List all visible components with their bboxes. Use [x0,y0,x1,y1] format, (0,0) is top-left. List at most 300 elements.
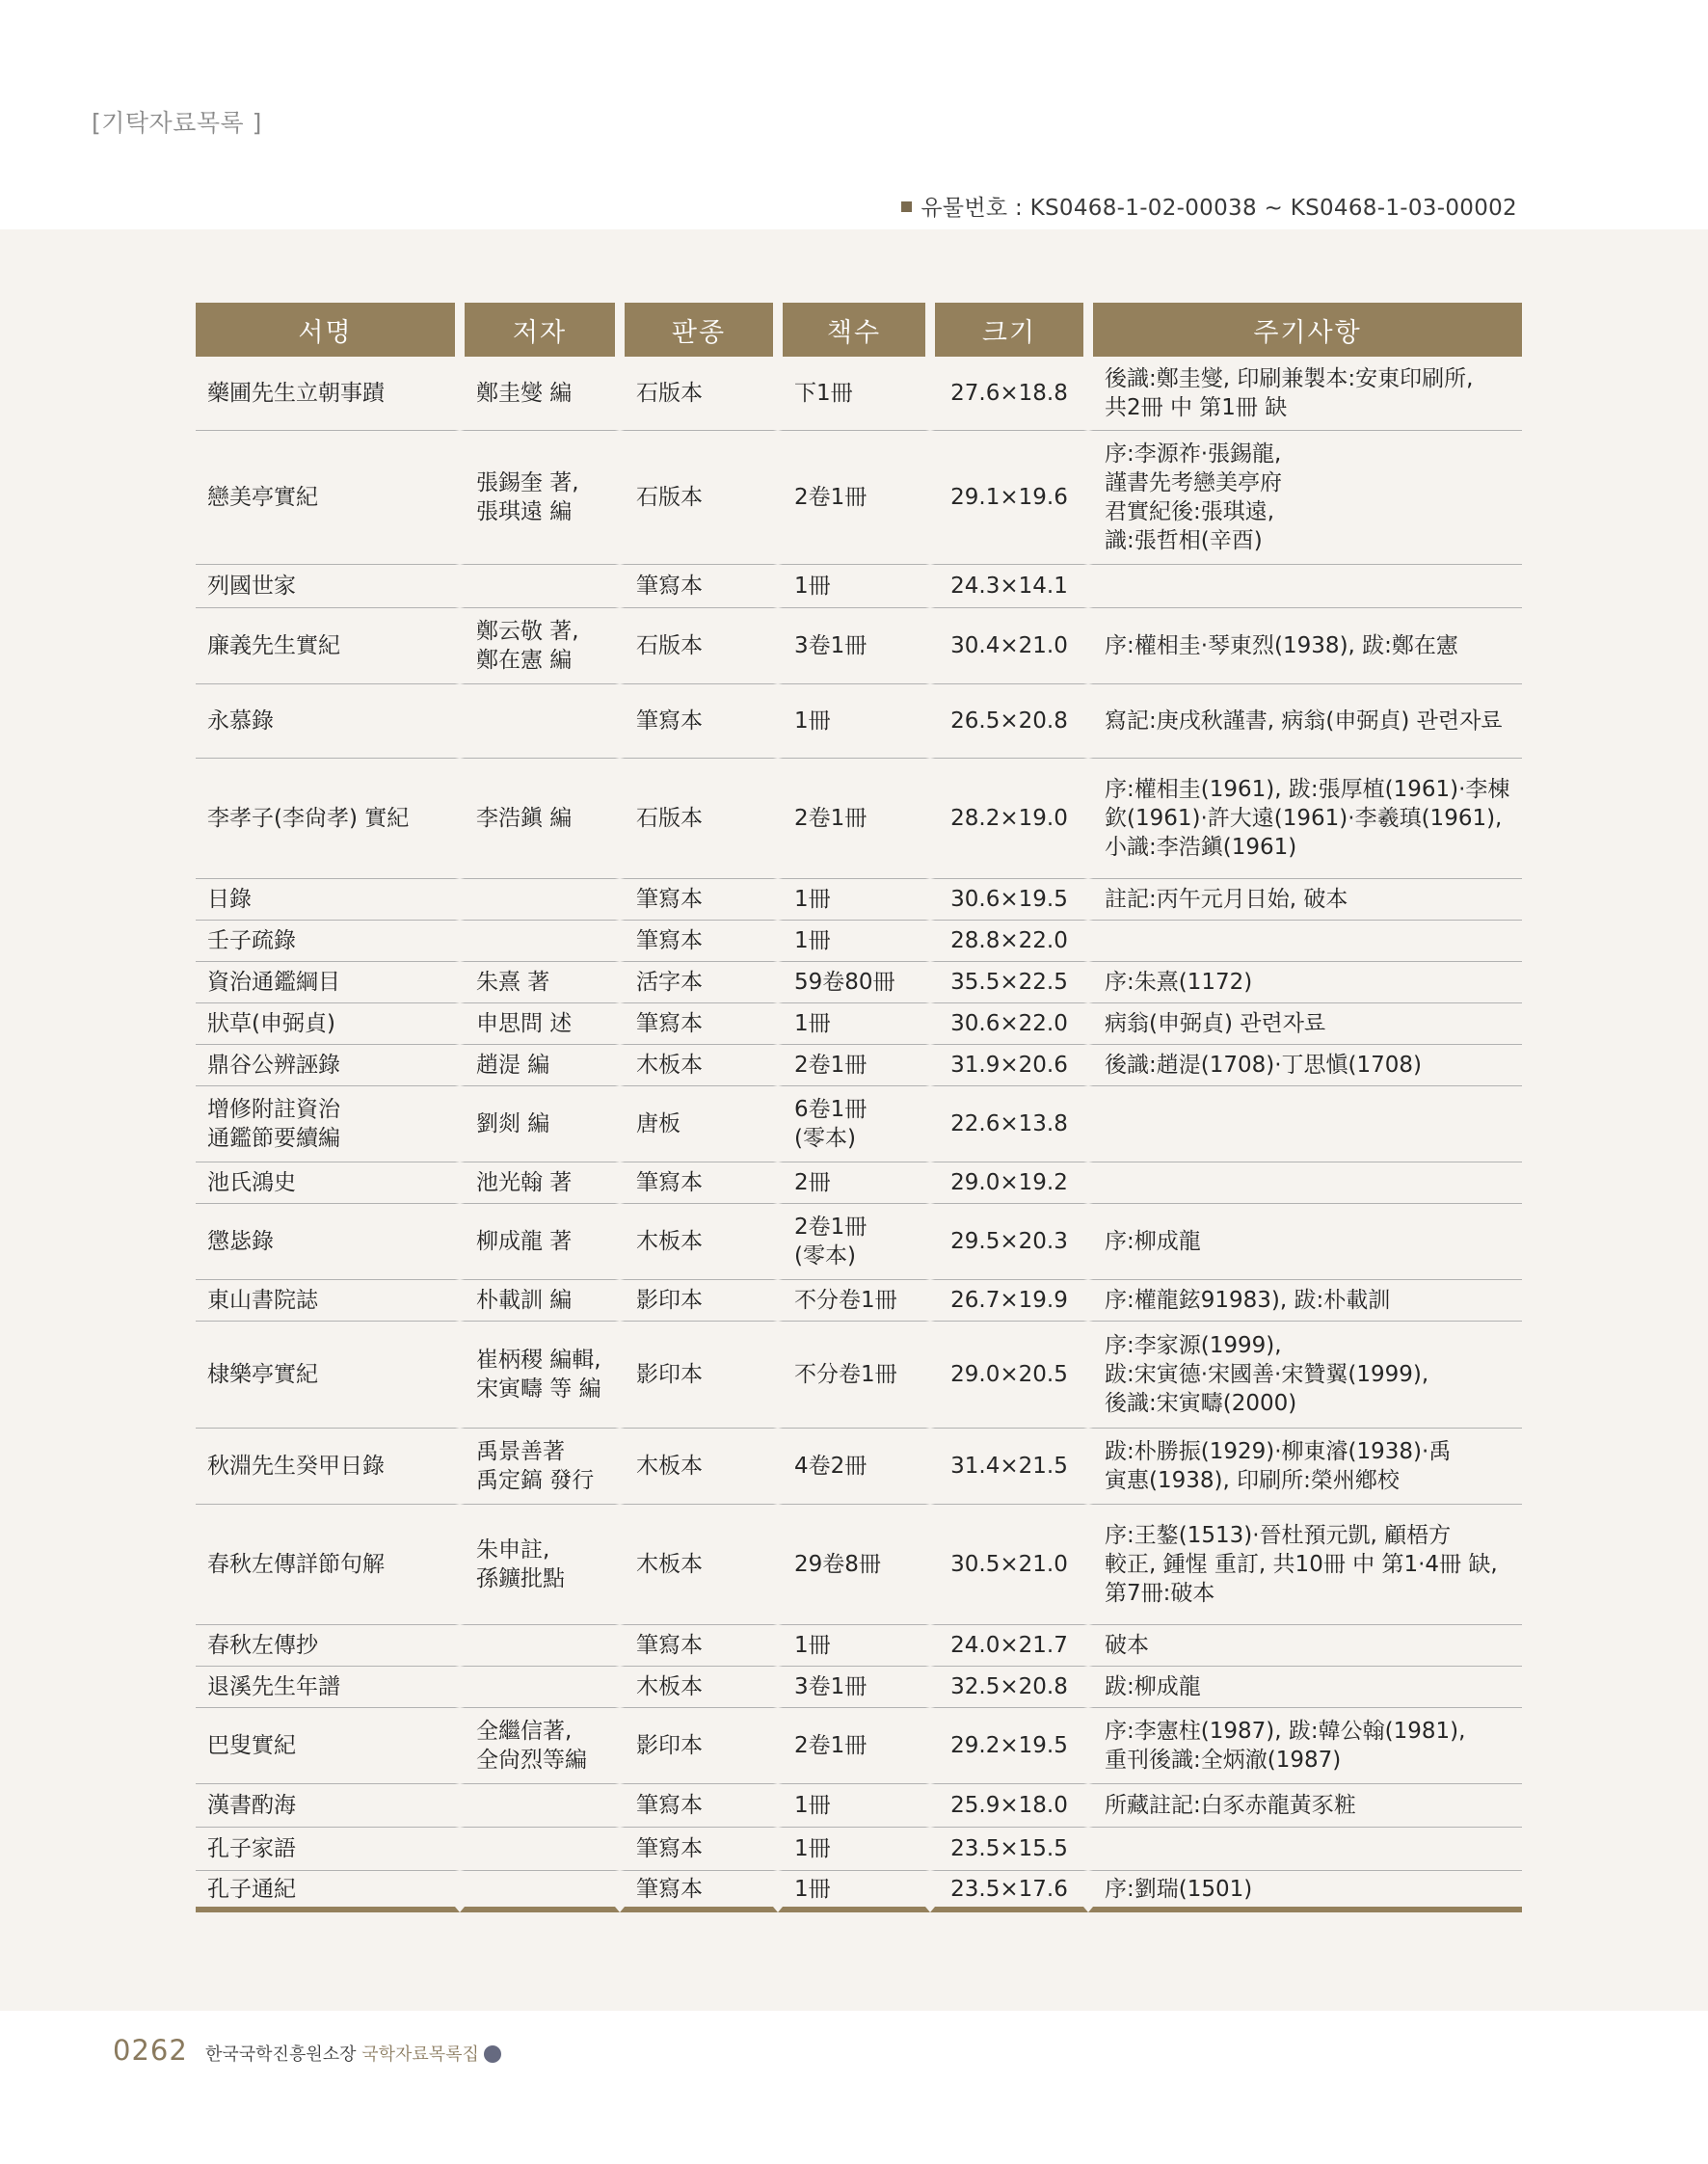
cell-line: 後識:宋寅疇(2000) [1105,1391,1297,1416]
cell-line: 下1冊 [794,381,853,406]
cell-line: 註記:丙午元月日始, 破本 [1105,887,1348,912]
notes-cell [1088,1708,1522,1784]
notes-cell [1088,1871,1522,1912]
notes-cell [1088,1045,1522,1086]
table-row [196,1784,1522,1828]
cell-line: 增修附註資治 [207,1097,340,1122]
notes-cell [1088,608,1522,684]
table-row [196,1162,1522,1204]
cell-line: 2卷1冊 [794,1053,867,1078]
author-cell [460,1045,620,1086]
title-cell [196,431,460,565]
table-row [196,357,1522,431]
volumes-cell [778,921,930,962]
cell-line: 壬子疏錄 [207,928,296,953]
notes-cell [1088,1625,1522,1667]
cell-line: 2卷1冊 [794,1215,867,1240]
column-header: 판종 [620,303,778,357]
volumes-cell [778,759,930,879]
table-row [196,1625,1522,1667]
title-cell [196,1625,460,1667]
cell-line: 石版本 [636,485,703,510]
volumes-cell [778,879,930,921]
cell-line: 筆寫本 [636,1170,703,1195]
volumes-cell [778,1708,930,1784]
cell-line: 鄭圭燮 編 [476,381,573,406]
title-cell [196,608,460,684]
author-cell [460,431,620,565]
size-cell: 24.0×21.7 [930,1625,1088,1667]
cell-line: 鄭在憲 編 [476,648,573,673]
column-header: 크기 [930,303,1088,357]
table-row [196,565,1522,608]
cell-line: 序:柳成龍 [1105,1229,1201,1254]
title-cell [196,1003,460,1045]
cell-line: 朱熹 著 [476,970,550,995]
author-cell [460,1708,620,1784]
cell-line: 張錫奎 著, [476,470,579,495]
cell-line: 趙湜 編 [476,1053,550,1078]
cell-line: 29卷8冊 [794,1552,881,1577]
notes-cell [1088,759,1522,879]
cell-line: 6卷1冊 [794,1097,867,1122]
size-cell: 32.5×20.8 [930,1667,1088,1708]
cell-line: 秋淵先生癸甲日錄 [207,1454,385,1479]
volumes-cell [778,565,930,608]
catalog-table [196,303,1522,1912]
cell-line: 序:王鏊(1513)·晉杜預元凱, 顧梧方 [1105,1523,1452,1548]
table-row [196,1871,1522,1912]
author-cell [460,1086,620,1162]
cell-line: 序:權龍鉉91983), 跋:朴載訓 [1105,1288,1391,1313]
cell-line: 序:權相圭·琴東烈(1938), 跋:鄭在憲 [1105,633,1458,658]
cell-line: 筆寫本 [636,1793,703,1818]
column-header: 책수 [778,303,930,357]
size-cell: 29.2×19.5 [930,1708,1088,1784]
volumes-cell [778,1625,930,1667]
edition-cell [620,1162,778,1204]
cell-line: 序:李家源(1999), [1105,1333,1282,1358]
title-cell [196,1871,460,1912]
edition-cell [620,1429,778,1505]
notes-cell [1088,1162,1522,1204]
cell-line: 退溪先生年譜 [207,1674,340,1699]
size-cell: 30.6×19.5 [930,879,1088,921]
square-bullet-icon [901,201,912,212]
cell-line: 柳成龍 著 [476,1229,573,1254]
cell-line: (零本) [794,1126,856,1151]
edition-cell [620,1204,778,1280]
author-cell [460,1003,620,1045]
table-row [196,608,1522,684]
cell-line: 春秋左傳詳節句解 [207,1552,385,1577]
cell-line: 鄭云敬 著, [476,619,579,644]
cell-line: 不分卷1冊 [794,1288,897,1313]
size-cell: 28.8×22.0 [930,921,1088,962]
volumes-cell [778,431,930,565]
cell-line: 池氏鴻史 [207,1170,296,1195]
volumes-cell [778,1003,930,1045]
edition-cell [620,357,778,431]
notes-cell [1088,431,1522,565]
volumes-cell [778,1045,930,1086]
cell-line: 寫記:庚戌秋謹書, 病翁(申弼貞) 관련자료 [1105,708,1503,734]
author-cell [460,1429,620,1505]
cell-line: 影印本 [636,1362,703,1387]
table-row [196,1280,1522,1322]
cell-line: 寅惠(1938), 印刷所:榮州鄕校 [1105,1468,1400,1493]
cell-line: 2卷1冊 [794,1733,867,1758]
cell-line: 石版本 [636,806,703,831]
table-row [196,759,1522,879]
edition-cell [620,1828,778,1871]
cell-line: 不分卷1冊 [794,1362,897,1387]
cell-line: 後識:趙湜(1708)·丁思愼(1708) [1105,1053,1423,1078]
cell-line: 活字本 [636,970,703,995]
notes-cell [1088,1667,1522,1708]
cell-line: 列國世家 [207,574,296,599]
cell-line: 2卷1冊 [794,485,867,510]
cell-line: 3卷1冊 [794,633,867,658]
notes-cell [1088,1204,1522,1280]
footer [0,2011,1708,2164]
cell-line: 孔子通紀 [207,1876,296,1902]
cell-line: 筆寫本 [636,1633,703,1658]
cell-line: 永慕錄 [207,708,274,734]
cell-line: 所藏註記:白豕赤龍黃豕粧 [1105,1793,1356,1818]
cell-line: 木板本 [636,1454,703,1479]
cell-line: 破本 [1105,1633,1149,1658]
title-cell [196,684,460,759]
publisher-name: 한국국학진흥원소장 [205,2044,357,2065]
cell-line: 1冊 [794,1793,831,1818]
volumes-cell [778,1280,930,1322]
notes-cell [1088,962,1522,1003]
edition-cell [620,879,778,921]
edition-cell [620,1505,778,1625]
title-cell [196,921,460,962]
author-cell [460,1162,620,1204]
notes-cell [1088,1280,1522,1322]
author-cell [460,1625,620,1667]
edition-cell [620,684,778,759]
cell-line: 謹書先考戀美亭府 [1105,470,1282,495]
volumes-cell [778,1322,930,1429]
cell-line: 孔子家語 [207,1836,296,1861]
table-row [196,921,1522,962]
volumes-cell [778,962,930,1003]
size-cell: 31.4×21.5 [930,1429,1088,1505]
author-cell [460,1280,620,1322]
cell-line: 序:李源祚·張錫龍, [1105,441,1282,467]
title-cell [196,879,460,921]
title-cell [196,759,460,879]
cell-line: 廉義先生實紀 [207,633,340,658]
notes-cell [1088,1828,1522,1871]
cell-line: 全尙烈等編 [476,1748,587,1773]
cell-line: 木板本 [636,1229,703,1254]
title-cell [196,1667,460,1708]
section-label: [기탁자료목록 ] [92,109,262,137]
title-cell [196,1162,460,1204]
cell-line: 序:朱熹(1172) [1105,970,1253,995]
volumes-cell [778,684,930,759]
table-row [196,1003,1522,1045]
cell-line: 第7冊:破本 [1105,1581,1215,1606]
volumes-cell [778,608,930,684]
edition-cell [620,1003,778,1045]
cell-line: 巴叟實紀 [207,1733,296,1758]
notes-cell [1088,1322,1522,1429]
cell-line: 1冊 [794,1011,831,1036]
notes-cell [1088,565,1522,608]
cell-line: 唐板 [636,1111,681,1136]
cell-line: 藥圃先生立朝事蹟 [207,381,385,406]
cell-line: 共2冊 中 第1冊 缺 [1105,395,1288,420]
size-cell: 26.5×20.8 [930,684,1088,759]
edition-cell [620,1667,778,1708]
edition-cell [620,1045,778,1086]
cell-line: 狀草(申弼貞) [207,1011,335,1036]
title-cell [196,1505,460,1625]
title-cell [196,1045,460,1086]
cell-line: 小識:李浩鎭(1961) [1105,835,1297,860]
cell-line: 1冊 [794,928,831,953]
cell-line: 申思問 述 [476,1011,573,1036]
notes-cell [1088,879,1522,921]
author-cell [460,565,620,608]
edition-cell [620,1322,778,1429]
cell-line: 1冊 [794,1876,831,1902]
size-cell: 29.1×19.6 [930,431,1088,565]
cell-line: 懲毖錄 [207,1229,274,1254]
title-cell [196,1429,460,1505]
title-cell [196,1086,460,1162]
cell-line: 重刊後識:全炳澈(1987) [1105,1748,1342,1773]
edition-cell [620,1086,778,1162]
cell-line: 崔柄稷 編輯, [476,1348,601,1373]
publisher-line [205,2041,501,2066]
edition-cell [620,1625,778,1667]
cell-line: 筆寫本 [636,928,703,953]
cell-line: 病翁(申弼貞) 관련자료 [1105,1011,1326,1036]
cell-line: 李浩鎭 編 [476,806,573,831]
title-cell [196,1708,460,1784]
table-row [196,1828,1522,1871]
cell-line: 君實紀後:張琪遠, [1105,499,1275,524]
table-row [196,1505,1522,1625]
cell-line: 禹定鎬 發行 [476,1468,595,1493]
author-cell [460,879,620,921]
table-header-row [196,303,1522,357]
volumes-cell [778,1505,930,1625]
table-row [196,879,1522,921]
cell-line: 宋寅疇 等 編 [476,1376,601,1402]
cell-line: 識:張哲相(辛酉) [1105,528,1263,553]
volumes-cell [778,1871,930,1912]
cell-line: 跋:朴勝振(1929)·柳東濬(1938)·禹 [1105,1439,1452,1464]
cell-line: 後識:鄭圭燮, 印刷兼製本:安東印刷所, [1105,366,1474,391]
size-cell: 29.0×19.2 [930,1162,1088,1204]
cell-line: 序:權相圭(1961), 跋:張厚植(1961)·李棟 [1105,777,1510,802]
table-row [196,431,1522,565]
volumes-cell [778,1784,930,1828]
cell-line: 朱申註, [476,1537,550,1563]
cell-line: (零本) [794,1243,856,1269]
cell-line: 日錄 [207,887,252,912]
edition-cell [620,1708,778,1784]
title-cell [196,1784,460,1828]
cell-line: 1冊 [794,887,831,912]
cell-line: 孫鑛批點 [476,1566,565,1591]
cell-line: 較正, 鍾惺 重訂, 共10冊 中 第1·4冊 缺, [1105,1552,1498,1577]
cell-line: 筆寫本 [636,887,703,912]
table-row [196,1708,1522,1784]
cell-line: 2卷1冊 [794,806,867,831]
volumes-cell [778,1667,930,1708]
edition-cell [620,1280,778,1322]
cell-line: 漢書酌海 [207,1793,296,1818]
author-cell [460,357,620,431]
size-cell: 23.5×17.6 [930,1871,1088,1912]
cell-line: 影印本 [636,1733,703,1758]
size-cell: 30.4×21.0 [930,608,1088,684]
size-cell: 28.2×19.0 [930,759,1088,879]
notes-cell [1088,1086,1522,1162]
volumes-cell [778,1162,930,1204]
edition-cell [620,1784,778,1828]
author-cell [460,1871,620,1912]
cell-line: 木板本 [636,1053,703,1078]
size-cell: 25.9×18.0 [930,1784,1088,1828]
cell-line: 影印本 [636,1288,703,1313]
size-cell: 30.6×22.0 [930,1003,1088,1045]
cell-line: 欽(1961)·許大遠(1961)·李羲瑱(1961), [1105,806,1503,831]
author-cell [460,1784,620,1828]
cell-line: 1冊 [794,1633,831,1658]
notes-cell [1088,1784,1522,1828]
column-header: 서명 [196,303,460,357]
edition-cell [620,431,778,565]
edition-cell [620,962,778,1003]
cell-line: 鼎谷公辨誣錄 [207,1053,340,1078]
table-row [196,962,1522,1003]
edition-cell [620,921,778,962]
author-cell [460,921,620,962]
author-cell [460,1505,620,1625]
table-row [196,1322,1522,1429]
table-body [196,357,1522,1912]
cell-line: 筆寫本 [636,1836,703,1861]
size-cell: 23.5×15.5 [930,1828,1088,1871]
cell-line: 通鑑節要續編 [207,1126,340,1151]
cell-line: 劉剡 編 [476,1111,550,1136]
size-cell: 24.3×14.1 [930,565,1088,608]
column-header: 주기사항 [1088,303,1522,357]
title-cell [196,1828,460,1871]
page-number: 0262 [113,2034,188,2067]
cell-line: 春秋左傳抄 [207,1633,318,1658]
cell-line: 3卷1冊 [794,1674,867,1699]
size-cell: 29.5×20.3 [930,1204,1088,1280]
cell-line: 59卷80冊 [794,970,895,995]
cell-line: 筆寫本 [636,708,703,734]
cell-line: 朴載訓 編 [476,1288,573,1313]
cell-line: 木板本 [636,1552,703,1577]
title-cell [196,565,460,608]
author-cell [460,1204,620,1280]
size-cell: 31.9×20.6 [930,1045,1088,1086]
cell-line: 池光翰 著 [476,1170,573,1195]
cell-line: 序:李憲柱(1987), 跋:韓公翰(1981), [1105,1719,1466,1744]
cell-line: 跋:柳成龍 [1105,1674,1201,1699]
title-cell [196,1204,460,1280]
cell-line: 筆寫本 [636,1876,703,1902]
notes-cell [1088,1003,1522,1045]
cell-line: 戀美亭實紀 [207,485,318,510]
cell-line: 木板本 [636,1674,703,1699]
cell-line: 2冊 [794,1170,831,1195]
notes-cell [1088,357,1522,431]
cell-line: 東山書院誌 [207,1288,318,1313]
notes-cell [1088,684,1522,759]
table-row [196,684,1522,759]
size-cell: 26.7×19.9 [930,1280,1088,1322]
cell-line: 1冊 [794,574,831,599]
table-row [196,1086,1522,1162]
table-row [196,1429,1522,1505]
author-cell [460,608,620,684]
title-cell [196,1322,460,1429]
size-cell: 35.5×22.5 [930,962,1088,1003]
cell-line: 1冊 [794,708,831,734]
cell-line: 張琪遠 編 [476,499,573,524]
size-cell: 29.0×20.5 [930,1322,1088,1429]
volumes-cell [778,1429,930,1505]
notes-cell [1088,921,1522,962]
size-cell: 22.6×13.8 [930,1086,1088,1162]
volumes-cell [778,357,930,431]
edition-cell [620,1871,778,1912]
author-cell [460,962,620,1003]
cell-line: 跋:宋寅德·宋國善·宋贊翼(1999), [1105,1362,1429,1387]
table-row [196,1045,1522,1086]
notes-cell [1088,1429,1522,1505]
title-cell [196,357,460,431]
cell-line: 筆寫本 [636,1011,703,1036]
author-cell [460,759,620,879]
cell-line: 棣樂亭實紀 [207,1362,318,1387]
title-cell [196,1280,460,1322]
cell-line: 李孝子(李尙孝) 實紀 [207,806,410,831]
cell-line: 石版本 [636,633,703,658]
cell-line: 1冊 [794,1836,831,1861]
notes-cell [1088,1505,1522,1625]
author-cell [460,684,620,759]
cell-line: 禹景善著 [476,1439,565,1464]
cell-line: 序:劉瑞(1501) [1105,1876,1253,1902]
volumes-cell [778,1086,930,1162]
cell-line: 筆寫本 [636,574,703,599]
column-header: 저자 [460,303,620,357]
table-row [196,1204,1522,1280]
author-cell [460,1667,620,1708]
author-cell [460,1322,620,1429]
cell-line: 全繼信著, [476,1719,573,1744]
cell-line: 4卷2冊 [794,1454,867,1479]
id-range [901,190,1517,222]
edition-cell [620,759,778,879]
